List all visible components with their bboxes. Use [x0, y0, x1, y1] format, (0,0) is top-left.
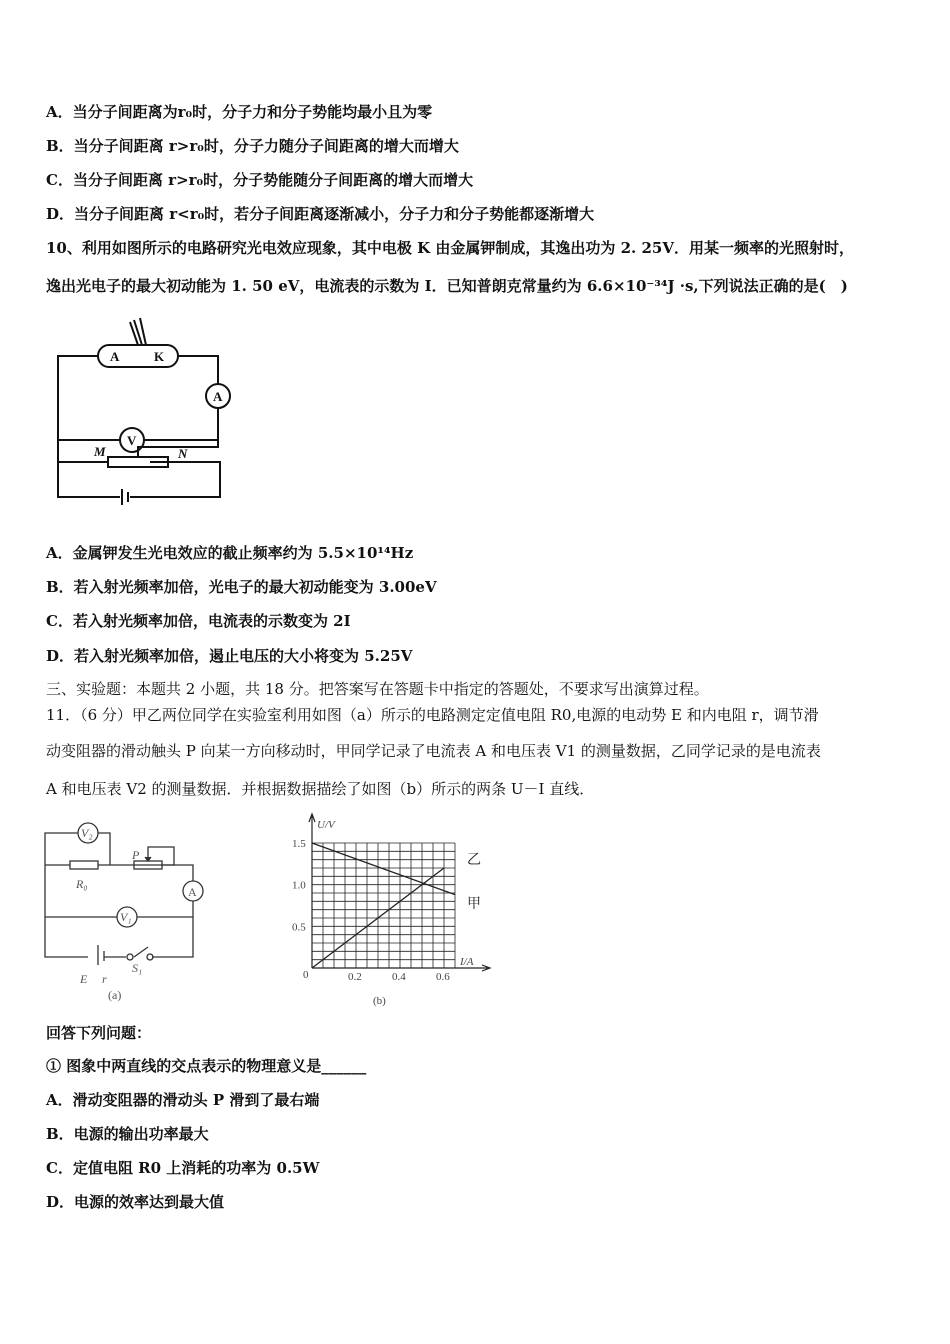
- ammeter-label: A: [213, 389, 223, 404]
- q11-option-d: D．电源的效率达到最大值: [46, 1193, 225, 1211]
- q11-option-a: A．滑动变阻器的滑动头 P 滑到了最右端: [46, 1091, 320, 1109]
- series-label: 乙: [467, 853, 481, 868]
- q10-stem-line1: 10、利用如图所示的电路研究光电效应现象，其中电极 K 由金属钾制成，其逸出功为 2. 25V．用某一频率的光照射时，: [46, 239, 854, 257]
- anode-label: A: [110, 349, 120, 364]
- series-label: 甲: [467, 897, 481, 912]
- q10-circuit-figure: [50, 312, 235, 512]
- q11-stem-line1: 11．（6 分）甲乙两位同学在实验室利用如图（a）所示的电路测定定值电阻 R0,电源的电动势 E 和内电阻 r，调节滑: [46, 706, 819, 724]
- n-label: N: [178, 446, 188, 461]
- chart-grid: [312, 843, 455, 968]
- q10-option-b: B．若入射光频率加倍，光电子的最大初动能变为 3.00eV: [46, 578, 437, 596]
- q10-option-a: A．金属钾发生光电效应的截止频率约为 5.5×10¹⁴Hz: [46, 544, 414, 562]
- ammeter-label: A: [188, 885, 197, 899]
- q11-sub1: ① 图象中两直线的交点表示的物理意义是______: [46, 1057, 367, 1075]
- p-label: P: [132, 848, 140, 862]
- ui-graph-figure-b: [285, 812, 495, 1012]
- y-tick-label: 1.5: [292, 838, 306, 850]
- y-axis-label: U/V: [317, 819, 335, 831]
- section3-heading: 三、实验题：本题共 2 小题，共 18 分。把答案写在答题卡中指定的答题处，不要求写出演算过程。: [46, 680, 709, 698]
- q11-option-b: B．电源的输出功率最大: [46, 1125, 209, 1143]
- q11-option-c: C．定值电阻 R0 上消耗的功率为 0.5W: [46, 1159, 320, 1177]
- e-label: E: [80, 972, 88, 986]
- q11-stem-line3: A 和电压表 V2 的测量数据．并根据数据描绘了如图（b）所示的两条 U－I 直线．: [46, 780, 595, 798]
- q9-option-a: A．当分子间距离为r₀时，分子力和分子势能均最小且为零: [46, 103, 433, 121]
- x-tick-label: 0.2: [348, 971, 362, 983]
- answer-prompt: 回答下列问题：: [46, 1024, 152, 1042]
- r0-label: R₀: [76, 877, 88, 891]
- q10-option-c: C．若入射光频率加倍，电流表的示数变为 2I: [46, 612, 351, 630]
- v1-label: V₁: [120, 910, 132, 924]
- r-label: r: [102, 972, 107, 986]
- fig-b-caption: (b): [373, 995, 386, 1007]
- q9-option-b: B．当分子间距离 r>r₀时，分子力随分子间距离的增大而增大: [46, 137, 459, 155]
- s1-label: S₁: [132, 961, 143, 975]
- x-axis-label: I/A: [460, 956, 474, 968]
- x-tick-label: 0.4: [392, 971, 406, 983]
- origin-label: 0: [303, 969, 309, 981]
- q9-option-c: C．当分子间距离 r>r₀时，分子势能随分子间距离的增大而增大: [46, 171, 474, 189]
- y-tick-label: 1.0: [292, 879, 306, 892]
- chart-axes: [309, 814, 490, 971]
- fig-a-caption: (a): [108, 988, 122, 1002]
- y-tick-label: 0.5: [292, 921, 306, 934]
- series-line-yi: [312, 843, 455, 895]
- cathode-label: K: [154, 349, 165, 364]
- x-tick-label: 0.6: [436, 971, 450, 983]
- voltmeter-label: V: [127, 433, 137, 448]
- v2-label: V₂: [81, 826, 93, 840]
- q11-stem-line2: 动变阻器的滑动触头 P 向某一方向移动时，甲同学记录了电流表 A 和电压表 V1 的测量数据，乙同学记录的是电流表: [46, 742, 821, 760]
- m-label: M: [94, 444, 106, 459]
- q11-circuit-figure-a: [40, 815, 210, 1005]
- q10-stem-line2: 逸出光电子的最大初动能为 1. 50 eV，电流表的示数为 I．已知普朗克常量约为 6.6×10⁻³⁴J ·s,下列说法正确的是( ): [46, 277, 848, 295]
- q10-option-d: D．若入射光频率加倍，遏止电压的大小将变为 5.25V: [46, 647, 413, 665]
- q9-option-d: D．当分子间距离 r<r₀时，若分子间距离逐渐减小，分子力和分子势能都逐渐增大: [46, 205, 595, 223]
